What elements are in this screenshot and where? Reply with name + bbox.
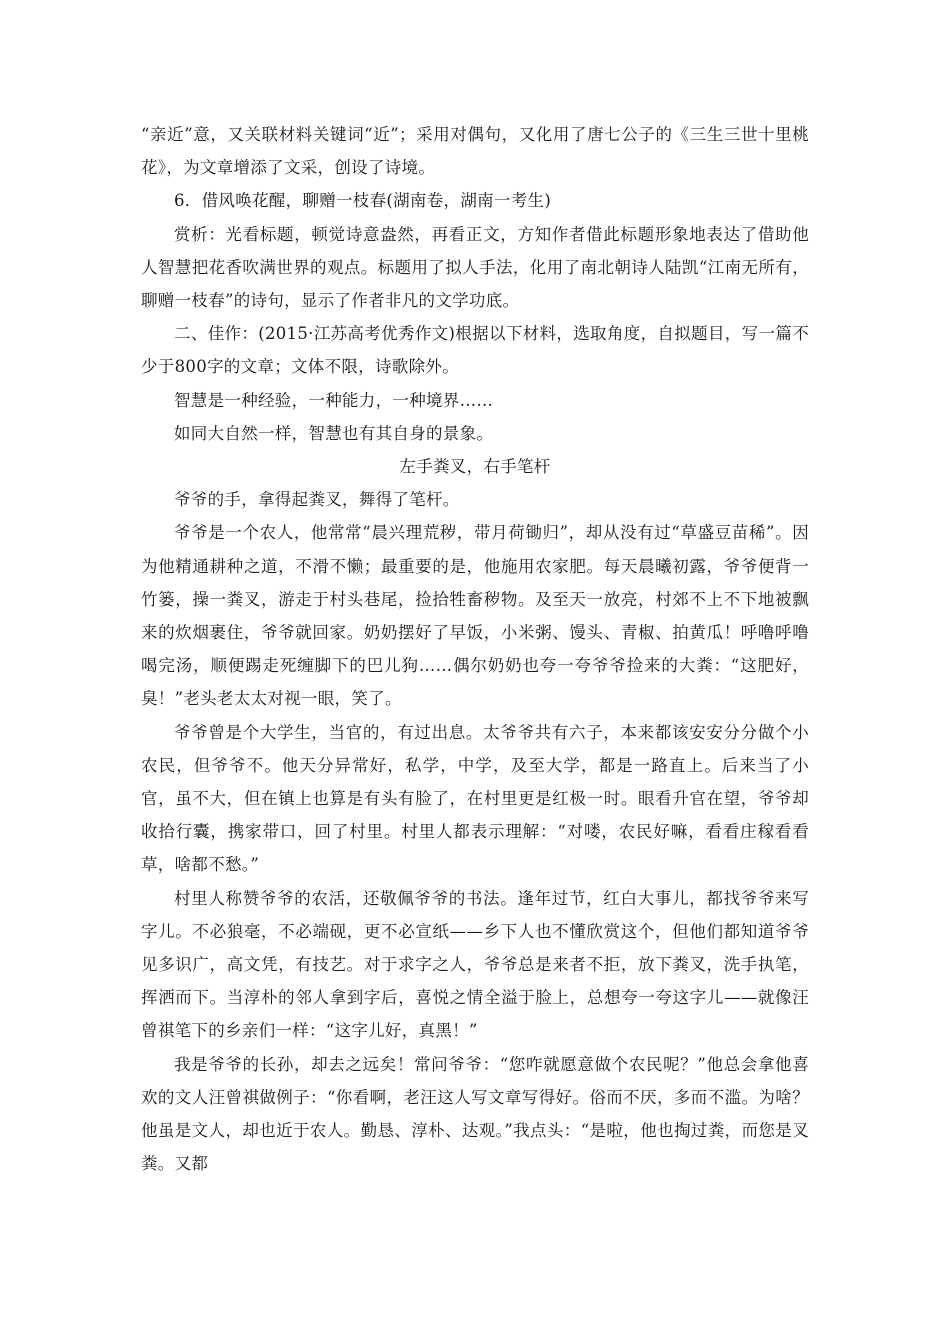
paragraph-material-line-2: 如同大自然一样，智慧也有其自身的景象。 (174, 423, 494, 443)
paragraph-material-line-1: 智慧是一种经验，一种能力，一种境界…… (174, 390, 494, 410)
paragraph-essay-prompt: 二、佳作：(2015·江苏高考优秀作文)根据以下材料，选取角度，自拟题目，写一篇不少于800字的文章；文体不限，诗歌除外。 (141, 324, 809, 377)
essay-paragraph-4: 村里人称赞爷爷的农活，还敬佩爷爷的书法。逢年过节，红白大事儿，都找爷爷来写字儿。不必狼毫，不必端砚，更不必宣纸——乡下人也不懂欣赏这个，但他们都知道爷爷见多识广，高文凭，有技艺。对于求字之人，爷爷总是来者不拒，放下粪叉，洗手执笔，挥洒而下。当淳朴的邻人拿到字后，喜悦之情全溢于脸上，总想夸一夸这字儿——就像汪曾祺笔下的乡亲们一样：“这字儿好，真黑！” (141, 888, 809, 1041)
paragraph-title-example-6: 6．借风唤花醒，聊赠一枝春(湖南卷，湖南一考生) (174, 191, 552, 211)
essay-title: 左手粪叉，右手笔杆 (399, 457, 551, 477)
essay-paragraph-2: 爷爷是一个农人，他常常“晨兴理荒秽，带月荷锄归”，却从没有过“草盛豆苗稀”。因为他精通耕种之道，不滑不懒；最重要的是，他施用农家肥。每天晨曦初露，爷爷便背一竹篓，操一粪叉，游走于村头巷尾，捡拾牲畜秽物。及至天一放亮，村郊不上不下地被飘来的炊烟裹住，爷爷就回家。奶奶摆好了早饭，小米粥、馒头、青椒、拍黄瓜！呼噜呼噜喝完汤，顺便踢走死缠脚下的巴儿狗……偶尔奶奶也夸一夸爷爷捡来的大粪：“这肥好，臭！”老头老太太对视一眼，笑了。 (141, 523, 809, 709)
document-body (141, 118, 809, 1181)
paragraph-analysis: 赏析：光看标题，顿觉诗意盎然，再看正文，方知作者借此标题形象地表达了借助他人智慧把花香吹满世界的观点。标题用了拟人手法，化用了南北朝诗人陆凯“江南无所有，聊赠一枝春”的诗句，显示了作者非凡的文学功底。 (141, 224, 809, 311)
essay-paragraph-3: 爷爷曾是个大学生，当官的，有过出息。太爷爷共有六子，本来都该安安分分做个小农民，但爷爷不。他天分异常好，私学，中学，及至大学，都是一路直上。后来当了小官，虽不大，但在镇上也算是有头有脸了，在村里更是红极一时。眼看升官在望，爷爷却收拾行囊，携家带口，回了村里。村里人都表示理解：“对喽，农民好嘛，看看庄稼看看草，啥都不愁。” (141, 722, 809, 875)
essay-paragraph-5: 我是爷爷的长孙，却去之远矣！常问爷爷：“您咋就愿意做个农民呢？”他总会拿他喜欢的文人汪曾祺做例子：“你看啊，老汪这人写文章写得好。俗而不厌，多而不滥。为啥？他虽是文人，却也近于农人。勤恳、淳朴、达观。”我点头：“是啦，他也掏过粪，而您是叉粪。又都 (141, 1054, 809, 1174)
essay-paragraph-1: 爷爷的手，拿得起粪叉，舞得了笔杆。 (174, 490, 460, 510)
paragraph-commentary-continued: “亲近”意，又关联材料关键词“近”；采用对偶句，又化用了唐七公子的《三生三世十里桃花》，为文章增添了文采，创设了诗境。 (141, 125, 809, 178)
